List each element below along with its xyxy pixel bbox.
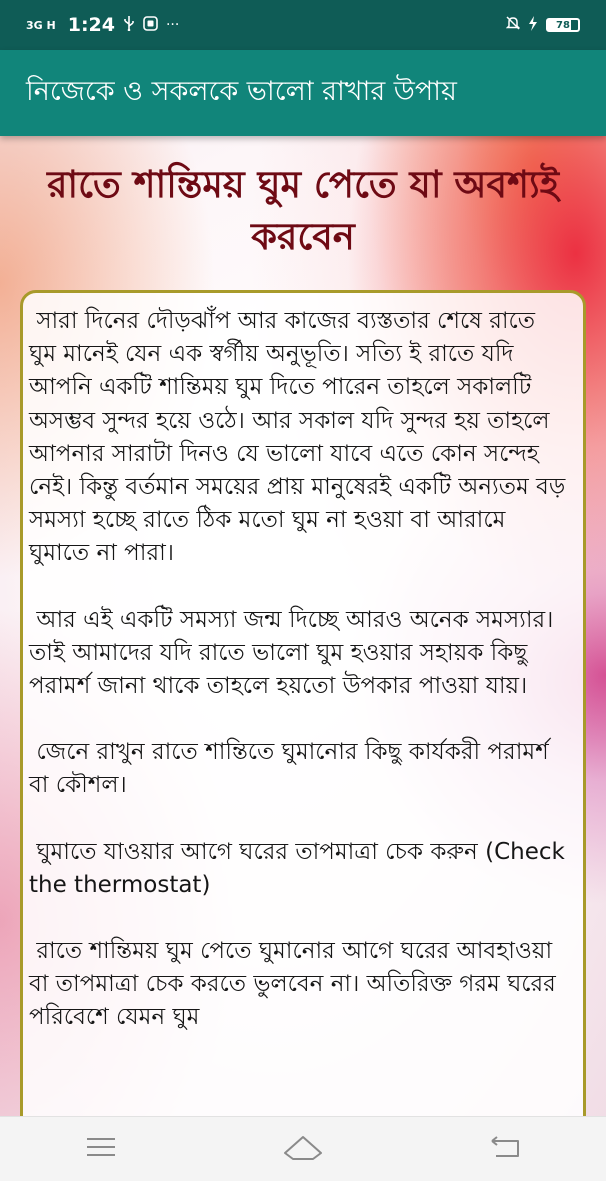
home-icon (282, 1133, 324, 1165)
content-area[interactable] (0, 136, 606, 1116)
back-icon (489, 1135, 521, 1163)
clock: 1:24 (67, 14, 115, 36)
app-title: নিজেকে ও সকলকে ভালো রাখার উপায় (26, 75, 457, 107)
article-paragraph: আর এই একটি সমস্যা জন্ম দিচ্ছে আরও অনেক সমস্যার। তাই আমাদের যদি রাতে ভালো ঘুম হওয়ার সহায়ক কিছু পরামর্শ জানা থাকে তাহলে হয়তো উপকার পাওয়া যায়। (29, 606, 561, 700)
app-notification-icon (143, 16, 158, 35)
home-button[interactable] (263, 1124, 343, 1174)
article-title: রাতে শান্তিময় ঘুম পেতে যা অবশ্যই করবেন (47, 162, 559, 258)
article-paragraph: জেনে রাখুন রাতে শান্তিতে ঘুমানোর কিছু কার্যকরী পরামর্শ বা কৌশল। (29, 739, 557, 799)
lightning-icon (528, 16, 538, 35)
status-bar-right (506, 15, 580, 35)
app-bar (0, 50, 606, 136)
more-notifications: ··· (165, 17, 180, 33)
network-indicator: 3G H (26, 18, 56, 32)
article-text-card[interactable] (20, 290, 586, 1116)
menu-button[interactable] (61, 1124, 141, 1174)
battery-indicator (546, 18, 580, 32)
back-button[interactable] (465, 1124, 545, 1174)
menu-icon (86, 1136, 116, 1162)
article-paragraph: রাতে শান্তিময় ঘুম পেতে ঘুমানোর আগে ঘরের আবহাওয়া বা তাপমাত্রা চেক করতে ভুলবেন না। অতিরিক্ত গরম ঘরের পরিবেশে যেমন ঘুম (29, 938, 564, 1031)
status-bar-left (26, 14, 179, 36)
article-paragraph: সারা দিনের দৌড়ঝাঁপ আর কাজের ব্যস্ততার শেষে রাতে ঘুম মানেই যেন এক স্বর্গীয় অনুভূতি। সত্যি ই রাতে যদি আপনি একটি শান্তিময় ঘুম দিতে পারেন তাহলে সকালটি অসম্ভব সুন্দর হয়ে ওঠে। আর সকাল যদি সুন্দর হয় তাহলে আপনার সারাটা দিনও যে ভালো যাবে এতে কোন সন্দেহ নেই। কিন্তু বর্তমান সময়ের প্রায় মানুষেরই একটি অন্যতম বড় সমস্যা হচ্ছে রাতে ঠিক মতো ঘুম না হওয়া বা আরামে ঘুমাতে না পারা। (29, 308, 573, 567)
status-bar (0, 0, 606, 50)
usb-icon (123, 15, 135, 35)
navigation-bar (0, 1116, 606, 1181)
article-paragraph: ঘুমাতে যাওয়ার আগে ঘরের তাপমাত্রা চেক করুন (Check the thermostat) (29, 838, 573, 898)
bell-off-icon (506, 15, 520, 35)
battery-level: 78 (556, 19, 570, 31)
